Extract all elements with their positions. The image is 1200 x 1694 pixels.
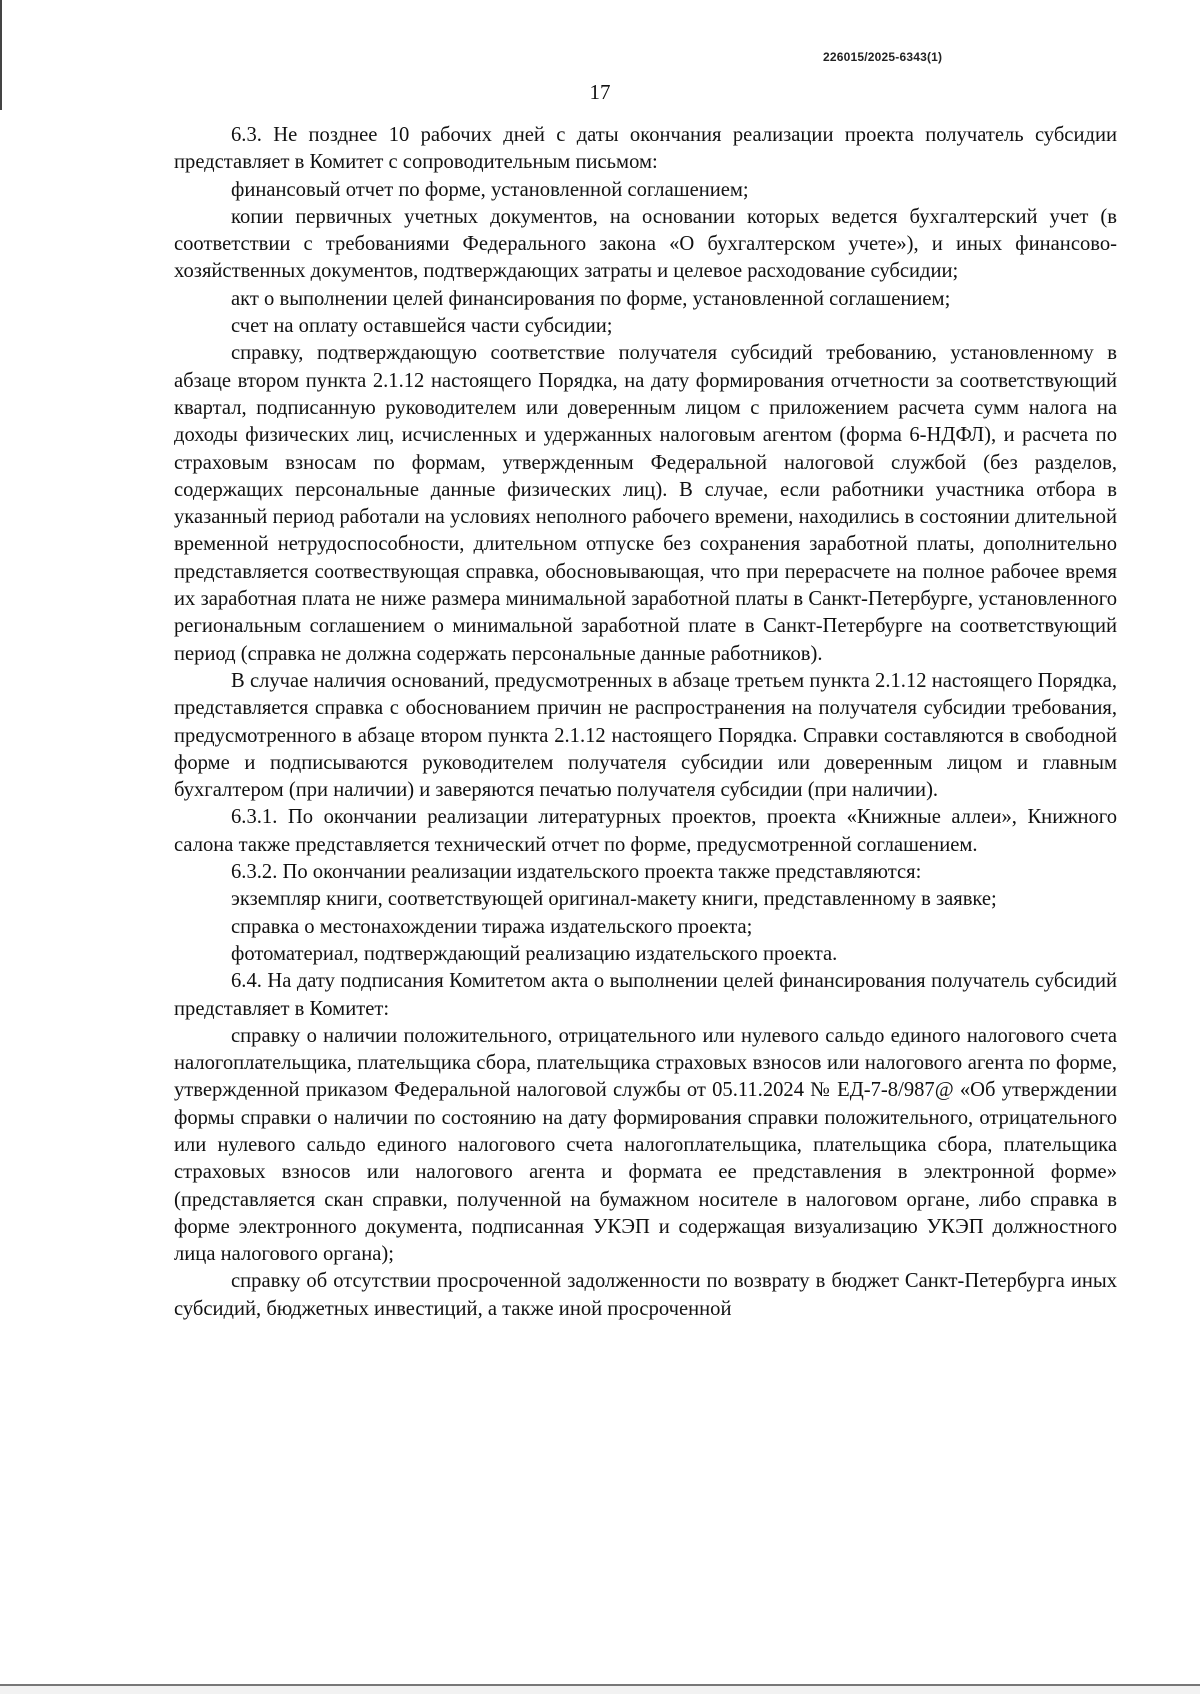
paragraph-no-debt-certificate: справку об отсутствии просроченной задолженности по возврату в бюджет Санкт-Петербурга иных субсидий, бюджетных инвестиций, а также иной просроченной: [174, 1270, 1117, 1320]
paragraph-tax-balance-certificate: справку о наличии положительного, отрицательного или нулевого сальдо единого налогового счета налогоплательщика, плательщика сбора, плательщика страховых взносов или налогового агента по форме, утвержденной приказом Федеральной налоговой службы от 05.11.2024 № ЕД-7-8/987@ «Об утверждении формы справки о наличии по состоянию на дату формирования справки положительного, отрицательного или нулевого сальдо единого налогового счета налогоплательщика, плательщика сбора, плательщика страховых взносов или налогового агента и формата ее представления в электронной форме» (представляется скан справки, полученной на бумажном носителе в налоговом органе, либо справка в форме электронного документа, подписанная УКЭП и содержащая визуализацию УКЭП должностного лица налогового органа);: [174, 1024, 1117, 1266]
paragraph-6-3-2: 6.3.2. По окончании реализации издательского проекта также представляются:: [231, 861, 922, 884]
paragraph-6-4: 6.4. На дату подписания Комитетом акта о выполнении целей финансирования получатель субсидий представляет в Комитет:: [174, 970, 1117, 1020]
paragraph-invoice: счет на оплату оставшейся части субсидии;: [231, 315, 613, 338]
page-number: 17: [589, 80, 611, 104]
paragraph-financial-report: финансовый отчет по форме, установленной соглашением;: [231, 178, 749, 201]
document-body: [174, 122, 1117, 1323]
scan-edge-bottom: [0, 1684, 1200, 1694]
document-number: 226015/2025-6343(1): [823, 50, 943, 64]
paragraph-book-copy: экземпляр книги, соответствующей оригинал-макету книги, представленному в заявке;: [231, 888, 997, 911]
paragraph-6-3-1: 6.3.1. По окончании реализации литературных проектов, проекта «Книжные аллеи», Книжного салона также представляется технический отчет по форме, предусмотренной соглашением.: [174, 806, 1117, 856]
paragraph-act: акт о выполнении целей финансирования по форме, установленной соглашением;: [231, 287, 951, 310]
paragraph-6-3: 6.3. Не позднее 10 рабочих дней с даты окончания реализации проекта получатель субсидии представляет в Комитет с сопроводительным письмом:: [174, 124, 1117, 174]
paragraph-photo-material: фотоматериал, подтверждающий реализацию издательского проекта.: [231, 942, 838, 965]
paragraph-primary-documents: копии первичных учетных документов, на основании которых ведется бухгалтерский учет (в соответствии с требованиями Федерального закона «О бухгалтерском учете»), и иных финансово-хозяйственных документов, подтверждающих затраты и целевое расходование субсидии;: [174, 205, 1117, 283]
paragraph-print-run-location: справка о местонахождении тиража издательского проекта;: [231, 915, 753, 938]
paragraph-grounds: В случае наличия оснований, предусмотренных в абзаце третьем пункта 2.1.12 настоящего Порядка, представляется справка с обоснованием причин не распространения на получателя субсидии требования, предусмотренного в абзаце втором пункта 2.1.12 настоящего Порядка. Справки составляются в свободной форме и подписываются руководителем получателя субсидии или доверенным лицом и главным бухгалтером (при наличии) и заверяются печатью получателя субсидии (при наличии).: [174, 669, 1117, 802]
paragraph-certificate-compliance: справку, подтверждающую соответствие получателя субсидий требованию, установленному в абзаце втором пункта 2.1.12 настоящего Порядка, на дату формирования отчетности за соответствующий квартал, подписанную руководителем или доверенным лицом с приложением расчета сумм налога на доходы физических лиц, исчисленных и удержанных налоговым агентом (форма 6-НДФЛ), и расчета по страховым взносам по формам, утвержденным Федеральной налоговой службой (без разделов, содержащих персональные данные физических лиц). В случае, если работники участника отбора в указанный период работали на условиях неполного рабочего времени, находились в состоянии длительной временной нетрудоспособности, длительном отпуске без сохранения заработной платы, дополнительно представляется соотвествующая справка, обосновывающая, что при перерасчете на полное рабочее время их заработная плата не ниже размера минимальной заработной платы в Санкт-Петербурге, установленного региональным соглашением о минимальной заработной плате в Санкт-Петербурге на соответствующий период (справка не должна содержать персональные данные работников).: [174, 342, 1117, 665]
